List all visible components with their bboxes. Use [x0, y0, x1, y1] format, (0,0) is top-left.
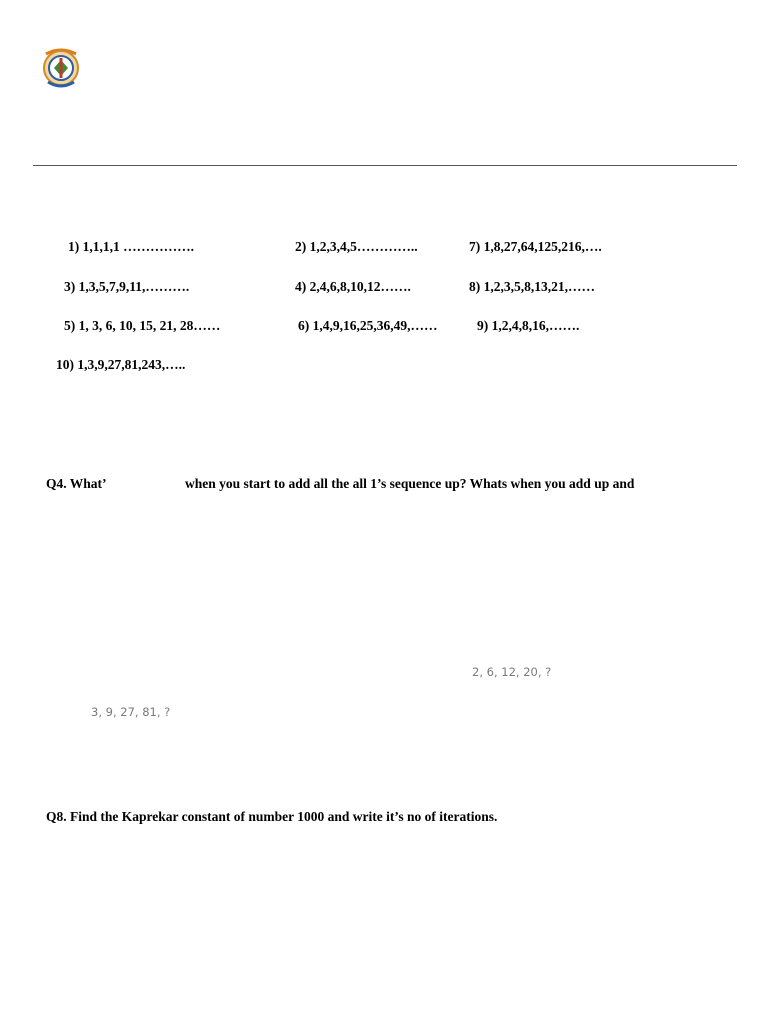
- header-divider: [33, 165, 737, 166]
- sequence-2: 2) 1,2,3,4,5…………..: [295, 239, 418, 254]
- question-4-rest: when you start to add all the all 1’s sequence up? Whats when you add up and: [185, 476, 635, 491]
- question-8: Q8. Find the Kaprekar constant of number 1000 and write it’s no of iterations.: [46, 809, 498, 824]
- sequence-4: 4) 2,4,6,8,10,12…….: [295, 279, 411, 294]
- sequence-9: 9) 1,2,4,8,16,…….: [477, 318, 580, 333]
- hint-sequence-a: 2, 6, 12, 20, ?: [472, 665, 552, 679]
- sequence-1: 1) 1,1,1,1 …………….: [68, 239, 194, 254]
- sequence-3: 3) 1,3,5,7,9,11,……….: [64, 279, 190, 294]
- question-4-start: Q4. What’: [46, 476, 107, 491]
- school-crest-logo: [40, 44, 82, 90]
- sequence-10: 10) 1,3,9,27,81,243,…..: [56, 357, 186, 372]
- sequence-6: 6) 1,4,9,16,25,36,49,……: [298, 318, 438, 333]
- hint-sequence-b: 3, 9, 27, 81, ?: [91, 705, 171, 719]
- sequence-7: 7) 1,8,27,64,125,216,….: [469, 239, 602, 254]
- sequence-8: 8) 1,2,3,5,8,13,21,……: [469, 279, 595, 294]
- sequence-5: 5) 1, 3, 6, 10, 15, 21, 28……: [64, 318, 221, 333]
